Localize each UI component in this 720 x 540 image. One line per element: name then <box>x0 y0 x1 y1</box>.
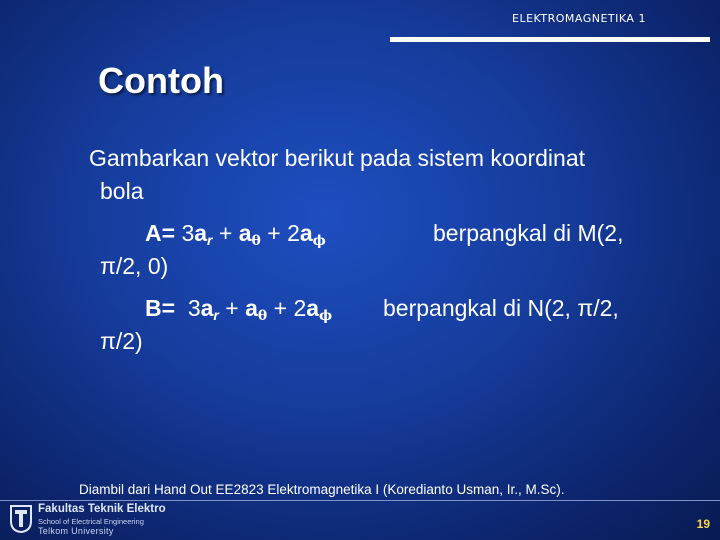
course-header-label: ELEKTROMAGNETIKA 1 <box>512 12 646 25</box>
vector-b-coef1: 3 <box>187 295 201 321</box>
logo-school-name: School of Electrical Engineering <box>38 517 144 526</box>
logo-university-name: Telkom University <box>38 526 114 536</box>
vector-a-unit1: a <box>194 220 208 246</box>
vector-b-sub3: ϕ <box>319 308 333 324</box>
vector-a-coef3: 2 <box>287 220 300 246</box>
page-number: 19 <box>696 517 710 531</box>
vector-a-unit2: a <box>238 220 252 246</box>
slide-title: Contoh <box>98 60 224 101</box>
header-rule <box>390 37 710 42</box>
vector-a-plus1: + <box>218 220 233 246</box>
vector-a-sub2: θ <box>251 233 261 249</box>
logo-faculty-name: Fakultas Teknik Elektro <box>38 503 166 515</box>
vector-b-plus1: + <box>225 295 239 321</box>
vector-a-coef1: 3 <box>181 220 195 246</box>
vector-a-unit3: a <box>299 220 313 246</box>
vector-a-prefix: A= <box>145 220 176 246</box>
vector-b-prefix: B= <box>145 295 176 321</box>
vector-b-plus2: + <box>273 295 288 321</box>
faculty-logo <box>10 503 210 537</box>
vector-b-origin: berpangkal di N(2, π/2, <box>383 295 619 321</box>
vector-a-sub1: r <box>207 232 213 248</box>
intro-line-2: bola <box>100 178 144 204</box>
vector-b-sub1: r <box>213 307 219 323</box>
vector-a-plus2: + <box>267 220 281 246</box>
vector-a-line <box>145 222 326 248</box>
vector-a-sub3: ϕ <box>312 233 326 249</box>
vector-b-origin-cont: π/2) <box>100 328 143 354</box>
vector-b-unit2: a <box>245 295 258 321</box>
intro-line-1: Gambarkan vektor berikut pada sistem koordinat <box>89 145 586 171</box>
vector-b-unit1: a <box>200 295 214 321</box>
vector-a-origin-cont: π/2, 0) <box>100 253 169 279</box>
vector-b-line <box>145 297 332 323</box>
vector-b-coef3: 2 <box>293 295 307 321</box>
footer-rule <box>0 500 720 501</box>
source-note: Diambil dari Hand Out EE2823 Elektromagnetika I (Koredianto Usman, Ir., M.Sc). <box>79 482 565 497</box>
university-emblem-icon <box>10 505 32 533</box>
vector-b-sub2: θ <box>257 308 268 324</box>
vector-b-unit3: a <box>306 295 320 321</box>
vector-a-origin: berpangkal di M(2, <box>433 220 624 246</box>
